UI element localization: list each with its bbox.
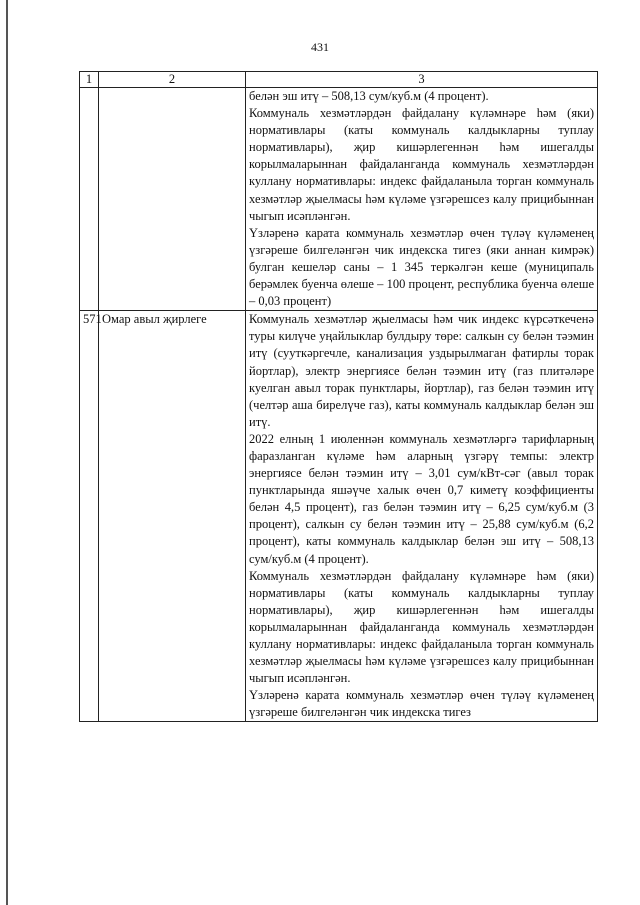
table-row	[80, 88, 598, 311]
row-number	[80, 88, 99, 311]
content-paragraph: Коммуналь хезмәтләр җыелмасы һәм чик индекс күрсәткеченә туры килүче уңайлыклар булдыру төре: салкын су белән тәэмин итү (сууткәргечле, канализация уздырылмаган фатирлы торак йортлар), электр энергиясе белән тәэмин итү (газ плитәләре куелган авыл торак пунктлары, йортлар), газ белән тәэмин итү (челтәр аша бирелүче газ), каты коммуналь калдыклар белән эш итү.	[249, 312, 594, 429]
column-header-1: 1	[80, 72, 99, 88]
document-table	[79, 71, 598, 722]
content-paragraph: белән эш итү – 508,13 сум/куб.м (4 процент).	[249, 89, 489, 103]
settlement-name: Омар авыл җирлеге	[99, 311, 246, 722]
column-header-3: 3	[246, 72, 598, 88]
row-content	[246, 88, 598, 311]
column-header-2: 2	[99, 72, 246, 88]
content-paragraph: 2022 елның 1 июленнән коммуналь хезмәтләргә тарифларның фаразланган күләме һәм аларның үзгәрү темпы: электр энергиясе белән тәэмин итү – 3,01 сум/кВт-сәг (авыл торак пунктларында яшәүче халык өчен 0,7 киметү коэффициенты белән 4,5 процент), газ белән тәэмин итү – 6,25 сум/куб.м (3 процент), салкын су белән тәэмин итү – 25,88 сум/куб.м (6,2 процент), каты коммуналь калдыклар белән эш итү – 508,13 сум/куб.м (4 процент).	[249, 431, 594, 566]
table-header-row	[80, 72, 598, 88]
content-paragraph: Үзләренә карата коммуналь хезмәтләр өчен түләү күләменең үзгәреше билгеләнгән чик индекскa тигез	[249, 688, 594, 720]
table-row	[80, 311, 598, 722]
page-number: 431	[311, 40, 329, 54]
page-edge-shadow	[6, 0, 8, 905]
content-paragraph: Коммуналь хезмәтләрдән файдалану күләмнәре һәм (яки) нормативлары (каты коммуналь калдыкларны туплау нормативлары), җир кишәрлегеннән һәм ишегалды корылмаларыннан файдаланганда коммуналь хезмәтләрдән куллану нормативлары: индекс файдаланыла торган коммуналь хезмәтләр җыелмасы һәм күләме үзгәрешсез калу прицибыннан чыгып исәпләнгән.	[249, 568, 594, 686]
row-content	[246, 311, 598, 722]
row-number: 571	[80, 311, 99, 722]
content-paragraph: Үзләренә карата коммуналь хезмәтләр өчен түләү күләменең үзгәреше билгеләнгән чик индекскa тигез (яки аннан кимрәк) булган кешеләр саны – 1 345 теркәлгән кеше (муниципаль берәмлек буенча өлеше – 100 процент, республика буенча өлеше – 0,03 процент)	[249, 225, 594, 309]
settlement-name	[99, 88, 246, 311]
content-paragraph: Коммуналь хезмәтләрдән файдалану күләмнәре һәм (яки) нормативлары (каты коммуналь калдыкларны туплау нормативлары), җир кишәрлегеннән һәм ишегалды корылмаларыннан файдаланганда коммуналь хезмәтләрдән куллану нормативлары: индекс файдаланыла торган коммуналь хезмәтләр җыелмасы һәм күләме үзгәрешсез калу прицибыннан чыгып исәпләнгән.	[249, 106, 594, 223]
